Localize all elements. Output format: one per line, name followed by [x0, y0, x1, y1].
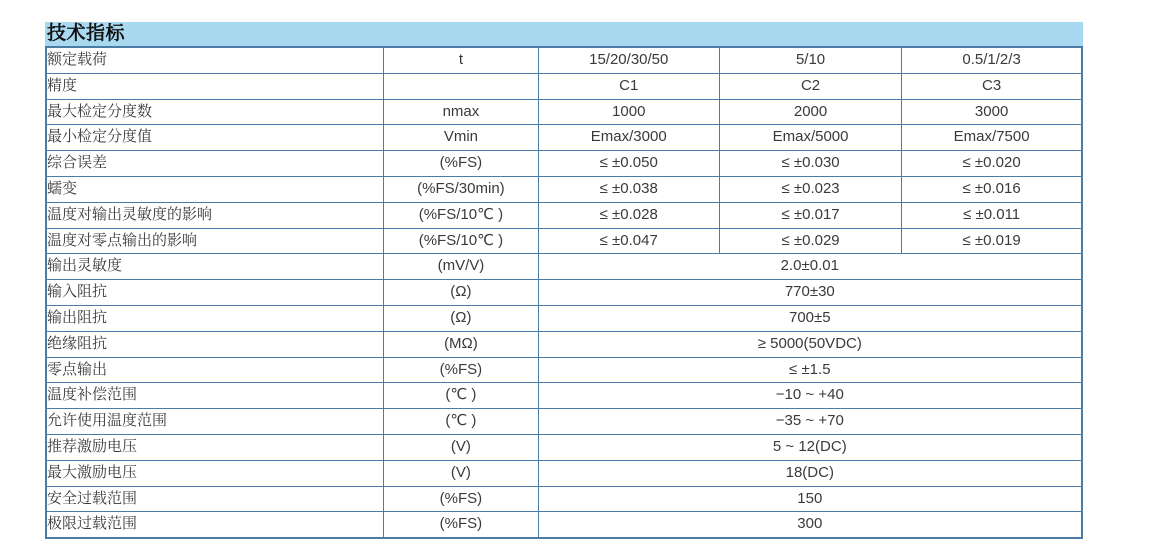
spec-section [45, 22, 1083, 539]
row-label: 绝缘阻抗 [46, 331, 384, 357]
row-label: 输出灵敏度 [46, 254, 384, 280]
row-value: ≤ ±0.016 [902, 176, 1082, 202]
row-value-merged: 18(DC) [538, 460, 1082, 486]
row-value: ≤ ±0.038 [538, 176, 719, 202]
row-unit: (Ω) [384, 305, 538, 331]
row-label: 极限过载范围 [46, 512, 384, 538]
table-row [46, 228, 1082, 254]
row-label: 额定载荷 [46, 47, 384, 73]
row-label: 温度对输出灵敏度的影响 [46, 202, 384, 228]
row-value: ≤ ±0.029 [719, 228, 901, 254]
table-row [46, 254, 1082, 280]
row-label: 推荐激励电压 [46, 434, 384, 460]
table-row [46, 176, 1082, 202]
row-unit: (%FS) [384, 357, 538, 383]
row-label: 安全过载范围 [46, 486, 384, 512]
row-value: C2 [719, 73, 901, 99]
row-value: 1000 [538, 99, 719, 125]
table-row [46, 486, 1082, 512]
table-row [46, 99, 1082, 125]
row-value-merged: −35 ~ +70 [538, 409, 1082, 435]
row-value: ≤ ±0.020 [902, 151, 1082, 177]
row-unit: (V) [384, 460, 538, 486]
row-unit: Vmin [384, 125, 538, 151]
table-row [46, 280, 1082, 306]
row-unit: (%FS) [384, 151, 538, 177]
row-value: 3000 [902, 99, 1082, 125]
row-value-merged: 150 [538, 486, 1082, 512]
spec-table [45, 46, 1083, 539]
table-row [46, 460, 1082, 486]
table-row [46, 47, 1082, 73]
row-label: 允许使用温度范围 [46, 409, 384, 435]
row-value-merged: −10 ~ +40 [538, 383, 1082, 409]
row-unit [384, 73, 538, 99]
row-value-merged: 770±30 [538, 280, 1082, 306]
row-value: ≤ ±0.019 [902, 228, 1082, 254]
row-value: ≤ ±0.023 [719, 176, 901, 202]
row-unit: (℃ ) [384, 383, 538, 409]
row-value: C1 [538, 73, 719, 99]
row-label: 最大检定分度数 [46, 99, 384, 125]
row-unit: (%FS) [384, 512, 538, 538]
row-value: ≤ ±0.017 [719, 202, 901, 228]
section-title-band [45, 22, 1083, 46]
row-unit: (%FS/10℃ ) [384, 202, 538, 228]
row-value: ≤ ±0.028 [538, 202, 719, 228]
row-value-merged: ≤ ±1.5 [538, 357, 1082, 383]
row-unit: t [384, 47, 538, 73]
row-value: ≤ ±0.047 [538, 228, 719, 254]
table-row [46, 125, 1082, 151]
row-unit: (%FS/10℃ ) [384, 228, 538, 254]
row-value: 5/10 [719, 47, 901, 73]
row-unit: nmax [384, 99, 538, 125]
row-unit: (mV/V) [384, 254, 538, 280]
row-value: Emax/5000 [719, 125, 901, 151]
table-row [46, 409, 1082, 435]
row-label: 蠕变 [46, 176, 384, 202]
row-value: Emax/7500 [902, 125, 1082, 151]
row-unit: (MΩ) [384, 331, 538, 357]
row-label: 温度对零点输出的影响 [46, 228, 384, 254]
row-unit: (V) [384, 434, 538, 460]
row-value: 0.5/1/2/3 [902, 47, 1082, 73]
row-label: 综合误差 [46, 151, 384, 177]
table-row [46, 202, 1082, 228]
row-label: 输入阻抗 [46, 280, 384, 306]
row-value: ≤ ±0.011 [902, 202, 1082, 228]
row-value-merged: ≥ 5000(50VDC) [538, 331, 1082, 357]
row-label: 温度补偿范围 [46, 383, 384, 409]
row-unit: (%FS/30min) [384, 176, 538, 202]
row-unit: (℃ ) [384, 409, 538, 435]
row-value: 2000 [719, 99, 901, 125]
row-value: C3 [902, 73, 1082, 99]
row-label: 最小检定分度值 [46, 125, 384, 151]
table-row [46, 305, 1082, 331]
table-row [46, 512, 1082, 538]
row-value: ≤ ±0.050 [538, 151, 719, 177]
row-value: Emax/3000 [538, 125, 719, 151]
row-label: 零点输出 [46, 357, 384, 383]
row-value: 15/20/30/50 [538, 47, 719, 73]
table-row [46, 383, 1082, 409]
table-row [46, 331, 1082, 357]
row-value-merged: 700±5 [538, 305, 1082, 331]
row-value-merged: 300 [538, 512, 1082, 538]
row-value: ≤ ±0.030 [719, 151, 901, 177]
table-row [46, 434, 1082, 460]
row-unit: (%FS) [384, 486, 538, 512]
table-row [46, 151, 1082, 177]
row-label: 输出阻抗 [46, 305, 384, 331]
row-value-merged: 5 ~ 12(DC) [538, 434, 1082, 460]
table-row [46, 357, 1082, 383]
row-label: 最大激励电压 [46, 460, 384, 486]
spec-table-body [46, 47, 1082, 538]
row-unit: (Ω) [384, 280, 538, 306]
row-label: 精度 [46, 73, 384, 99]
section-title: 技术指标 [47, 23, 126, 44]
table-row [46, 73, 1082, 99]
row-value-merged: 2.0±0.01 [538, 254, 1082, 280]
